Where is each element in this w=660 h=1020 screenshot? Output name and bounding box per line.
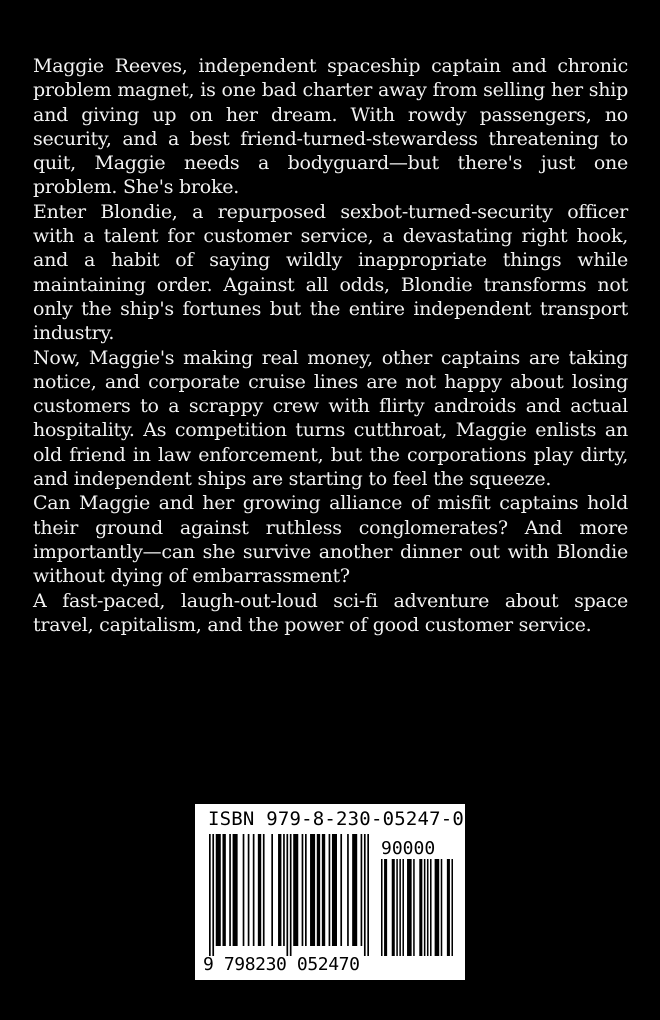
barcode-bar xyxy=(212,834,214,956)
addon-bar xyxy=(402,859,404,956)
blurb-paragraph-5: A fast-paced, laugh-out-loud sci-fi adventure about space travel, capitalism, and the power of good customer service. xyxy=(33,589,628,636)
barcode-bar xyxy=(302,834,304,946)
addon-bar xyxy=(419,859,422,956)
addon-bar xyxy=(413,859,415,956)
book-blurb xyxy=(33,54,628,637)
barcode-bar xyxy=(329,834,331,946)
addon-bar xyxy=(392,859,395,956)
barcode-bar xyxy=(253,834,255,946)
addon-bars xyxy=(381,859,453,956)
barcode-bar xyxy=(322,834,325,946)
barcode-bar xyxy=(310,834,315,946)
barcode-bar xyxy=(305,834,307,946)
addon-bar xyxy=(427,859,429,956)
barcode-digits: 9 798230 052470 xyxy=(203,954,360,975)
barcode-bar xyxy=(367,834,369,956)
barcode-bar xyxy=(347,834,349,946)
barcode-bar xyxy=(216,834,221,946)
blurb-paragraph-2: Enter Blondie, a repurposed sexbot-turned-security officer with a talent for customer service, a devastating right hook, and a habit of saying wildly inappropriate things while maintaining order. Against all odds, Blondie transforms not only the ship's fortunes but the entire independent transport industry. xyxy=(33,200,628,345)
blurb-paragraph-3: Now, Maggie's making real money, other captains are taking notice, and corporate cruise lines are not happy about losing customers to a scrappy crew with flirty androids and actual hospitality. As competition turns cutthroat, Maggie enlists an old friend in law enforcement, but the corporations play dirty, and independent ships are starting to feel the squeeze. xyxy=(33,346,628,491)
addon-bar xyxy=(441,859,443,956)
barcode-bar xyxy=(317,834,320,946)
barcode-bar xyxy=(290,834,292,956)
isbn-label: ISBN 979-8-230-05247-0 xyxy=(208,808,465,830)
barcode-bar xyxy=(243,834,245,946)
barcode-bar xyxy=(209,834,211,956)
addon-bar xyxy=(435,859,440,956)
barcode-bar xyxy=(278,834,281,946)
addon-bar xyxy=(407,859,412,956)
barcode-bar xyxy=(258,834,261,946)
addon-bar xyxy=(384,859,387,956)
addon-bar xyxy=(424,859,426,956)
addon-bar xyxy=(396,859,398,956)
addon-bar xyxy=(399,859,401,956)
barcode-bar xyxy=(286,834,288,956)
barcode-bar xyxy=(283,834,285,946)
barcode-bar xyxy=(340,834,342,946)
ean13-bars xyxy=(209,834,369,956)
barcode-bar xyxy=(332,834,337,946)
blurb-paragraph-1: Maggie Reeves, independent spaceship captain and chronic problem magnet, is one bad charter away from selling her ship and giving up on her dream. With rowdy passengers, no security, and a best friend-turned-stewardess threatening to quit, Maggie needs a bodyguard—but there's just one problem. She's broke. xyxy=(33,55,628,199)
addon-bar xyxy=(381,859,383,956)
addon-bar xyxy=(447,859,450,956)
blurb-paragraph-4: Can Maggie and her growing alliance of misfit captains hold their ground against ruthless conglomerates? And more importantly—can she survive another dinner out with Blondie without dying of embarrassment? xyxy=(33,492,628,588)
barcode-bar xyxy=(222,834,225,946)
barcode-bar xyxy=(361,834,363,946)
barcode-bar xyxy=(293,834,298,946)
barcode-bar xyxy=(271,834,273,946)
isbn-barcode xyxy=(195,804,465,980)
addon-bar xyxy=(451,859,453,956)
barcode-bar xyxy=(248,834,250,946)
barcode-bar xyxy=(229,834,231,946)
addon-bar xyxy=(430,859,432,956)
barcode-bar xyxy=(233,834,238,946)
barcode-bar xyxy=(263,834,265,946)
price-code: 90000 xyxy=(381,838,436,859)
barcode-bar xyxy=(364,834,366,956)
barcode-bar xyxy=(352,834,357,946)
